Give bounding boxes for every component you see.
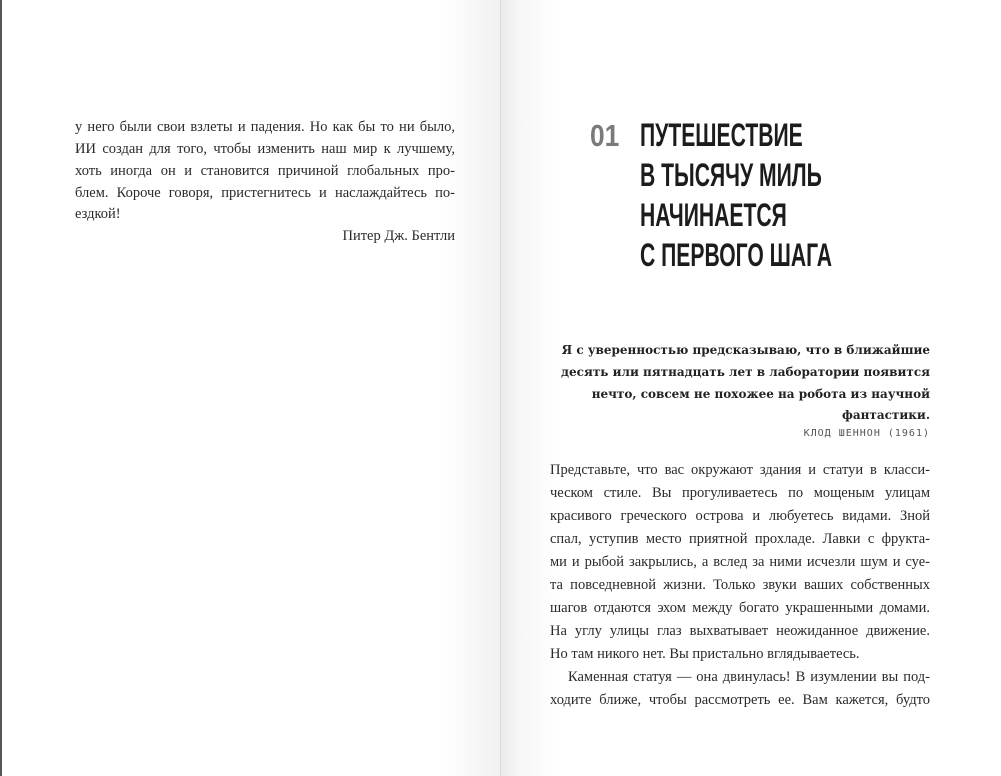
text-line: ходите ближе, чтобы рассмотреть ее. Вам кажется, будто bbox=[550, 692, 930, 708]
epigraph-line: фантастики. bbox=[842, 408, 930, 422]
left-page bbox=[0, 0, 500, 776]
text-line: блем. Короче говоря, пристегнитесь и наслаждайтесь по- bbox=[75, 185, 455, 201]
chapter-title-line: В ТЫСЯЧУ МИЛЬ bbox=[640, 157, 822, 193]
epigraph-line: Я с уверенностью предсказываю, что в ближайшие bbox=[561, 343, 930, 357]
text-line: Представьте, что вас окружают здания и статуи в класси- bbox=[550, 462, 930, 478]
epigraph-attribution: КЛОД ШЕННОН (1961) bbox=[803, 428, 930, 439]
text-line: хоть иногда он и становится причиной глобальных про- bbox=[75, 163, 455, 179]
chapter-title-line: С ПЕРВОГО ШАГА bbox=[640, 237, 832, 273]
text-line: шагов отдаются эхом между богато украшенными домами. bbox=[550, 600, 930, 616]
chapter-title-line: НАЧИНАЕТСЯ bbox=[640, 197, 787, 233]
text-line: На углу улицы глаз выхватывает неожиданное движение. bbox=[550, 623, 930, 639]
text-line: та повседневной жизни. Только звуки ваших собственных bbox=[550, 577, 930, 593]
quote-signature: Питер Дж. Бентли bbox=[342, 228, 455, 244]
book-gutter bbox=[500, 0, 501, 776]
text-line: спал, уступив место приятной прохладе. Лавки с фрукта- bbox=[550, 531, 930, 547]
chapter-number: 01 bbox=[590, 118, 620, 153]
text-line: ми и рыбой закрылись, а вслед за ними исчезли шум и суе- bbox=[550, 554, 930, 570]
epigraph-line: нечто, совсем не похожее на робота из научной bbox=[591, 387, 930, 401]
text-line: ческом стиле. Вы прогуливаетесь по мощеным улицам bbox=[550, 485, 930, 501]
text-line: ИИ создан для того, чтобы изменить наш мир к лучшему, bbox=[75, 141, 455, 157]
text-line: Но там никого нет. Вы пристально вглядываетесь. bbox=[550, 646, 860, 662]
text-line: Каменная статуя — она двинулась! В изумлении вы под- bbox=[568, 669, 930, 685]
epigraph-line: десять или пятнадцать лет в лаборатории появится bbox=[561, 365, 930, 379]
text-line: ездкой! bbox=[75, 206, 121, 222]
text-line: красивого греческого острова и любуетесь видами. Зной bbox=[550, 508, 930, 524]
chapter-title-line: ПУТЕШЕСТВИЕ bbox=[640, 117, 803, 153]
text-line: у него были свои взлеты и падения. Но как бы то ни было, bbox=[75, 119, 455, 135]
